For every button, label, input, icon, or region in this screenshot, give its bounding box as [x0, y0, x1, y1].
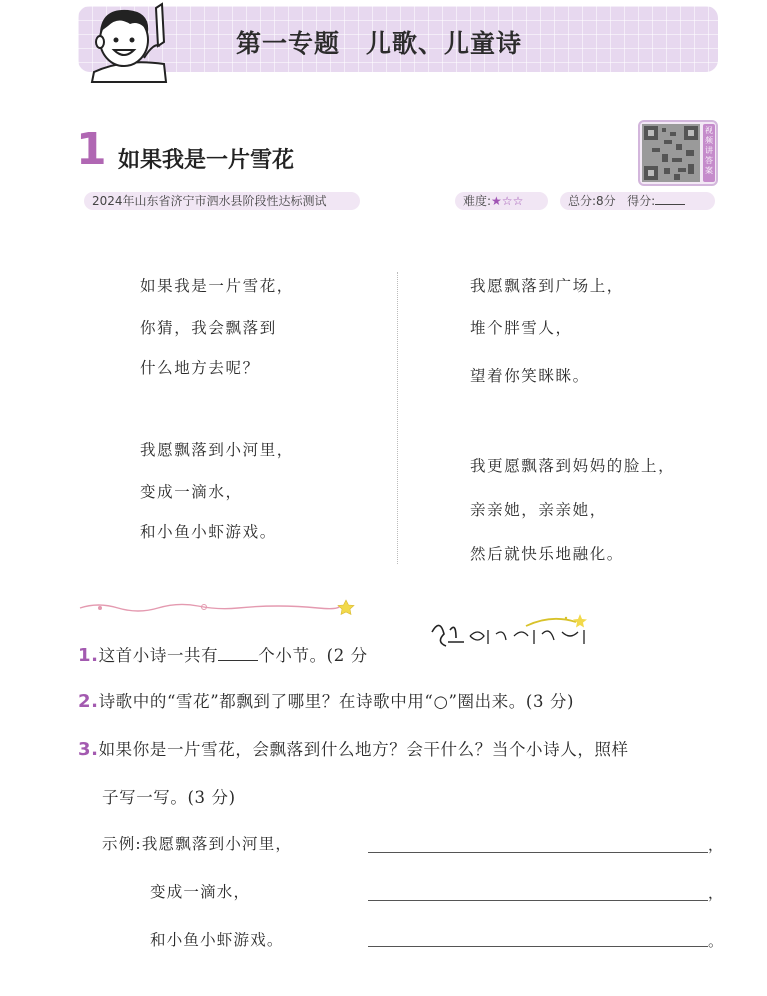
lesson-title: 如果我是一片雪花 [118, 148, 295, 173]
header-title: 第一专题 儿歌、儿童诗 [236, 29, 523, 58]
column-divider [397, 272, 398, 564]
question-3 [78, 736, 629, 760]
poem-line: 如果我是一片雪花， [140, 277, 294, 295]
question-number: 2. [78, 691, 99, 712]
question-1 [78, 642, 368, 666]
example-line-3: 和小鱼小虾游戏。 [150, 931, 284, 949]
difficulty-pill [455, 192, 548, 210]
poem-line: 堆个胖雪人， [470, 319, 573, 337]
score-label: 得分: [627, 194, 656, 208]
example-line-2: 变成一滴水， [150, 883, 251, 901]
poem-line: 我愿飘落到小河里， [140, 441, 294, 459]
question-text: 这首小诗一共有 [98, 646, 219, 665]
question-text: 如果你是一片雪花，会飘落到什么地方？会干什么？当个小诗人，照样 [98, 740, 629, 759]
example-label: 示例: [102, 835, 142, 853]
source-pill: 2024年山东省济宁市泗水县阶段性达标测试 [84, 192, 360, 210]
poem-line: 什么地方去呢？ [140, 359, 260, 377]
answer-line[interactable] [368, 946, 708, 947]
total-score-label: 总分:8分 [568, 194, 616, 208]
poem-line: 亲亲她，亲亲她， [470, 501, 607, 519]
poem-line: 望着你笑眯眯。 [470, 367, 590, 385]
difficulty-label: 难度: [463, 194, 492, 208]
poem-line: 变成一滴水， [140, 483, 243, 501]
answer-punct: ， [708, 884, 724, 902]
question-text: 诗歌中的“雪花”都飘到了哪里？在诗歌中用“○”圈出来。(3 分) [98, 692, 575, 711]
answer-line[interactable] [368, 900, 708, 901]
question-3-continuation: 子写一写。(3 分) [102, 788, 236, 807]
poem-line: 我愿飘落到广场上， [470, 277, 624, 295]
boy-mascot-icon [84, 2, 176, 84]
answer-blank[interactable] [218, 645, 258, 661]
qr-code-icon[interactable] [642, 124, 700, 182]
poem-line: 我更愿飘落到妈妈的脸上， [470, 457, 676, 475]
score-blank[interactable] [655, 193, 685, 205]
answer-punct: ， [708, 836, 724, 854]
question-number: 3. [78, 739, 99, 760]
question-text: 个小节。(2 分 [258, 646, 368, 665]
question-2 [78, 688, 574, 712]
poem-line: 你猜，我会飘落到 [140, 319, 277, 337]
watermark-stamp-icon [426, 612, 596, 662]
question-number: 1. [78, 645, 99, 666]
example-line-1 [102, 832, 292, 854]
qr-side-label: 视频讲答案 [703, 124, 715, 182]
lesson-number: 1 [76, 124, 107, 175]
answer-line[interactable] [368, 852, 708, 853]
poem-line: 和小鱼小虾游戏。 [140, 523, 277, 541]
score-pill [560, 192, 715, 210]
answer-punct: 。 [708, 932, 724, 950]
poem-line: 然后就快乐地融化。 [470, 545, 624, 563]
difficulty-stars: ★☆☆ [491, 194, 524, 208]
example-text: 我愿飘落到小河里， [141, 835, 293, 853]
decorative-wave-divider [78, 596, 358, 620]
